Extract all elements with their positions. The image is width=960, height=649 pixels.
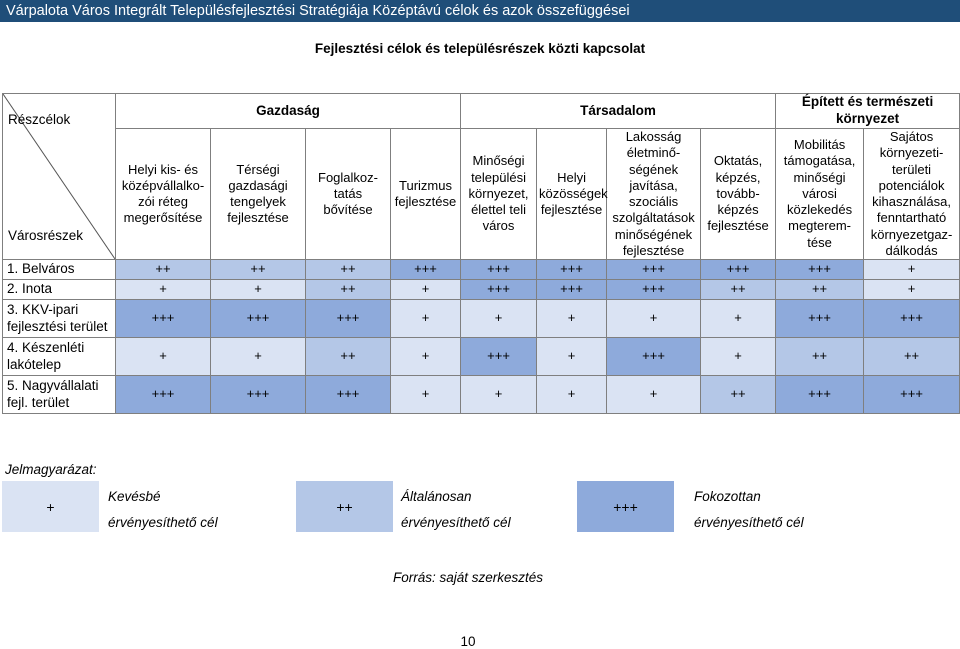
row-label: 4. Készenléti lakótelep [3,338,116,376]
rating-cell: + [701,338,776,376]
table-row [3,300,960,338]
legend-label: Fokozottan [694,489,761,504]
group-header-economy: Gazdaság [116,94,461,129]
row-label: 1. Belváros [3,260,116,280]
rating-cell: ++ [776,280,864,300]
legend-description: érvényesíthető cél [108,515,218,530]
column-header: Turizmus fejlesztése [391,129,461,260]
rating-cell: +++ [776,376,864,414]
rating-cell: + [607,376,701,414]
table-row [3,376,960,414]
rating-cell: + [537,300,607,338]
rating-cell: +++ [537,280,607,300]
column-header: Helyi közösségek fejlesztése [537,129,607,260]
rating-cell: +++ [306,376,391,414]
group-header-society: Társadalom [461,94,776,129]
rating-cell: +++ [701,260,776,280]
rating-cell: +++ [391,260,461,280]
legend-label: Általánosan [401,489,472,504]
corner-label-districts: Városrészek [8,228,84,244]
rating-cell: ++ [306,260,391,280]
column-header: Helyi kis- és középvállalko-zói réteg megerősítése [116,129,211,260]
column-header: Lakosság életminő-ségének javítása, szociális szolgáltatások minőségének fejlesztése [607,129,701,260]
row-label: 2. Inota [3,280,116,300]
column-header: Sajátos környezeti-területi potenciálok kihasználása, fenntartható környezetgaz-dálkodás [864,129,960,260]
rating-cell: +++ [864,376,960,414]
rating-cell: ++ [864,338,960,376]
rating-cell: +++ [537,260,607,280]
rating-cell: + [461,300,537,338]
rating-cell: ++ [306,338,391,376]
rating-cell: +++ [607,338,701,376]
rating-cell: ++ [701,376,776,414]
rating-cell: +++ [116,376,211,414]
rating-cell: +++ [776,260,864,280]
rating-cell: +++ [607,280,701,300]
rating-cell: +++ [461,338,537,376]
rating-cell: +++ [776,300,864,338]
table-row [3,338,960,376]
legend-title: Jelmagyarázat: [5,462,97,477]
column-header: Mobilitás támogatása, minőségi városi közlekedés megterem-tése [776,129,864,260]
document-header: Várpalota Város Integrált Településfejlesztési Stratégiája Középtávú célok és azok összefüggései [0,0,960,22]
rating-cell: + [701,300,776,338]
rating-cell: +++ [461,280,537,300]
rating-cell: ++ [701,280,776,300]
column-header: Térségi gazdasági tengelyek fejlesztése [211,129,306,260]
page-number: 10 [460,634,476,649]
column-header: Foglalkoz-tatás bővítése [306,129,391,260]
rating-cell: +++ [116,300,211,338]
rating-cell: + [116,338,211,376]
rating-cell: + [864,280,960,300]
legend-label: Kevésbé [108,489,161,504]
rating-cell: ++ [211,260,306,280]
rating-cell: +++ [864,300,960,338]
rating-cell: +++ [607,260,701,280]
rating-cell: + [391,338,461,376]
legend-description: érvényesíthető cél [401,515,511,530]
rating-cell: + [607,300,701,338]
goals-matrix [2,93,960,414]
column-header: Minőségi települési környezet, élettel teli város [461,129,537,260]
legend-swatch: ++ [296,481,393,532]
rating-cell: ++ [116,260,211,280]
rating-cell: + [537,376,607,414]
source-note: Forrás: saját szerkesztés [392,570,544,585]
rating-cell: +++ [211,300,306,338]
corner-label-goals: Részcélok [8,112,71,127]
rating-cell: + [391,376,461,414]
row-label: 5. Nagyvállalati fejl. terület [3,376,116,414]
rating-cell: + [461,376,537,414]
table-row [3,280,960,300]
legend-swatch: +++ [577,481,674,532]
column-header: Oktatás, képzés, tovább-képzés fejlesztése [701,129,776,260]
rating-cell: + [537,338,607,376]
rating-cell: ++ [306,280,391,300]
legend-swatch: + [2,481,99,532]
rating-cell: + [391,280,461,300]
page-title: Fejlesztési célok és településrészek közti kapcsolat [314,41,646,56]
rating-cell: + [391,300,461,338]
rating-cell: +++ [211,376,306,414]
rating-cell: ++ [776,338,864,376]
rating-cell: +++ [461,260,537,280]
rating-cell: + [116,280,211,300]
legend-description: érvényesíthető cél [694,515,804,530]
table-row [3,260,960,280]
corner-cell [3,94,116,260]
rating-cell: + [864,260,960,280]
row-label: 3. KKV-ipari fejlesztési terület [3,300,116,338]
group-header-environment: Épített és természeti környezet [776,94,960,129]
rating-cell: + [211,280,306,300]
rating-cell: + [211,338,306,376]
rating-cell: +++ [306,300,391,338]
